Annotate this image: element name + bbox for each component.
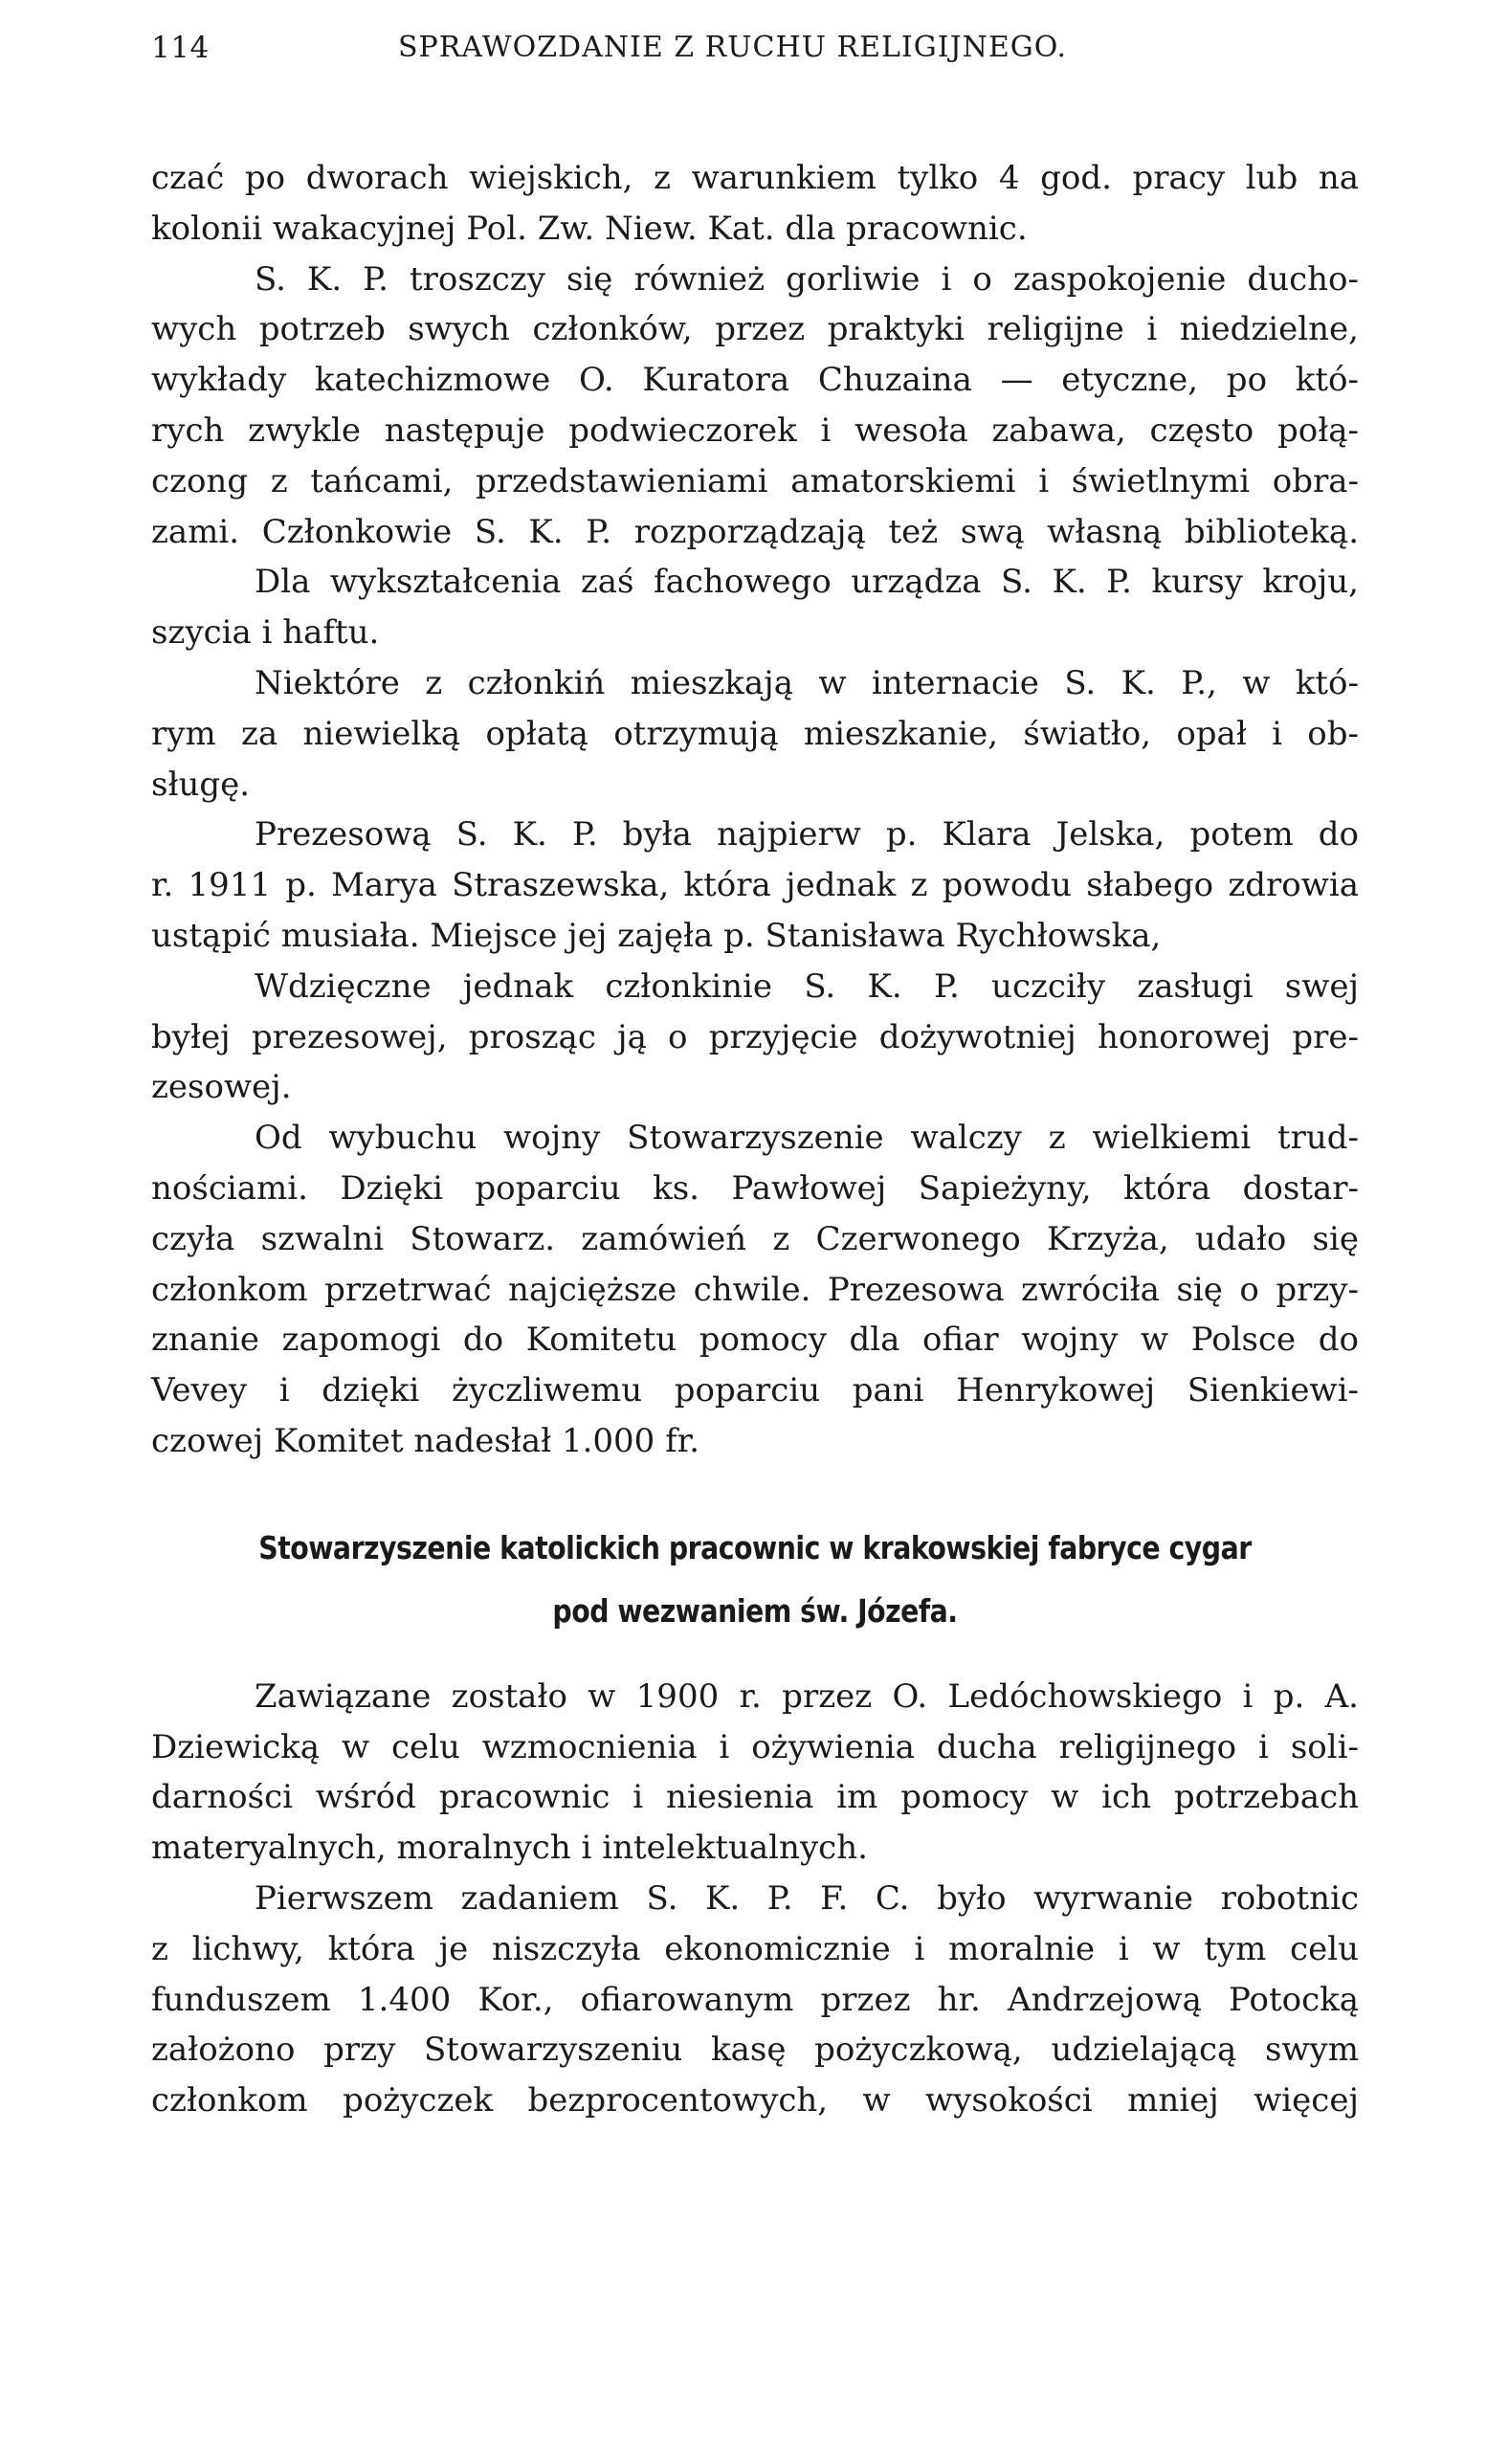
text-line: darności wśród pracownic i niesienia im pomocy w ich potrzebach (151, 1778, 1359, 1817)
section-heading-line-2: pod wezwaniem św. Józefa. (552, 1591, 958, 1630)
text-line: kolonii wakacyjnej Pol. Zw. Niew. Kat. dla pracownic. (151, 209, 1028, 248)
text-line: nościami. Dzięki poparciu ks. Pawłowej Sapieżyny, która dostar- (151, 1168, 1359, 1208)
text-line: rym za niewielką opłatą otrzymują mieszkanie, światło, opał i ob- (151, 714, 1359, 753)
text-line: funduszem 1.400 Kor., ofiarowanym przez hr. Andrzejową Potocką (151, 1980, 1359, 2019)
text-line: zami. Członkowie S. K. P. rozporządzają też swą własną biblioteką. (151, 512, 1359, 551)
text-line: z lichwy, która je niszczyła ekonomicznie i moralnie i w tym celu (151, 1929, 1359, 1968)
running-title: SPRAWOZDANIE Z RUCHU RELIGIJNEGO. (398, 31, 1068, 64)
text-line: Dla wykształcenia zaś fachowego urządza S. K. P. kursy kroju, (255, 563, 1359, 602)
section-heading (235, 1517, 1274, 1643)
text-line: Vevey i dzięki życzliwemu poparciu pani Henrykowej Sienkiewi- (151, 1371, 1359, 1410)
text-line: czong z tańcami, przedstawieniami amatorskiemi i świetlnymi obra- (151, 461, 1359, 500)
text-line: szycia i haftu. (151, 613, 380, 653)
section-heading-line-1: Stowarzyszenie katolickich pracownic w krakowskiej fabryce cygar (258, 1528, 1252, 1566)
text-line: rych zwykle następuje podwieczorek i wesoła zabawa, często połą- (151, 411, 1359, 450)
page-number: 114 (151, 31, 210, 65)
text-after-heading (151, 1672, 1359, 2126)
text-line: Wdzięczne jednak członkinie S. K. P. uczciły zasługi swej (255, 966, 1359, 1006)
text-line: Niektóre z członkiń mieszkają w internacie S. K. P., w któ- (255, 663, 1359, 702)
book-page (151, 31, 1359, 2126)
text-line: Pierwszem zadaniem S. K. P. F. C. było wyrwanie robotnic (255, 1878, 1359, 1918)
text-line: S. K. P. troszczy się również gorliwie i o zaspokojenie ducho- (255, 259, 1359, 299)
text-line: wych potrzeb swych członków, przez praktyki religijne i niedzielne, (151, 310, 1359, 349)
text-line: ustąpić musiała. Miejsce jej zajęła p. Stanisława Rychłowska, (151, 916, 1162, 955)
text-line: znanie zapomogi do Komitetu pomocy dla ofiar wojny w Polsce do (151, 1321, 1359, 1360)
text-line: Dziewicką w celu wzmocnienia i ożywienia ducha religijnego i soli- (151, 1727, 1359, 1766)
text-line: sługę. (151, 765, 251, 804)
text-line: czowej Komitet nadesłał 1.000 fr. (151, 1421, 700, 1460)
text-line: czyła szwalni Stowarz. zamówień z Czerwonego Krzyża, udało się (151, 1219, 1359, 1258)
running-header (151, 31, 1359, 84)
text-line: byłej prezesowej, prosząc ją o przyjęcie dożywotniej honorowej pre- (151, 1017, 1359, 1056)
text-line: Prezesową S. K. P. była najpierw p. Klara Jelska, potem do (255, 815, 1359, 855)
text-line: zesowej. (151, 1068, 292, 1107)
text-line: r. 1911 p. Marya Straszewska, która jednak z powodu słabego zdrowia (151, 866, 1359, 905)
text-line: członkom pożyczek bezprocentowych, w wysokości mniej więcej (151, 2081, 1359, 2120)
text-line: materyalnych, moralnych i intelektualnych. (151, 1829, 868, 1868)
text-before-heading (151, 153, 1359, 1467)
text-line: czać po dworach wiejskich, z warunkiem tylko 4 god. pracy lub na (151, 159, 1359, 197)
text-line: wykłady katechizmowe O. Kuratora Chuzaina — etyczne, po któ- (151, 361, 1359, 400)
text-line: członkom przetrwać najcięższe chwile. Prezesowa zwróciła się o przy- (151, 1270, 1359, 1309)
text-line: Od wybuchu wojny Stowarzyszenie walczy z wielkiemi trud- (255, 1119, 1359, 1158)
text-line: założono przy Stowarzyszeniu kasę pożyczkową, udzielającą swym (151, 2031, 1359, 2070)
text-line: Zawiązane zostało w 1900 r. przez O. Ledóchowskiego i p. A. (255, 1676, 1359, 1716)
